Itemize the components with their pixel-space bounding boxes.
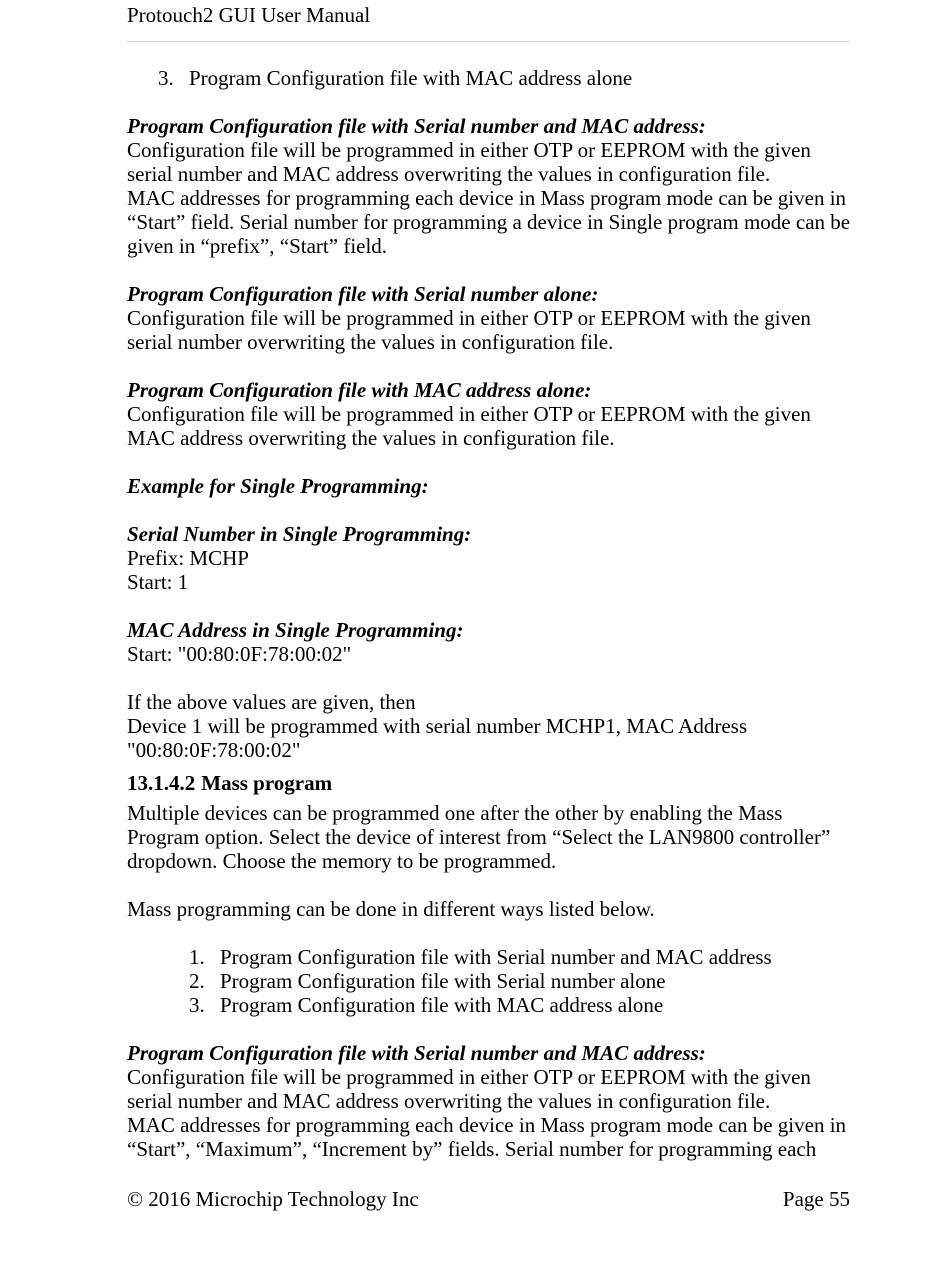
- body-line: Configuration file will be programmed in either OTP or EEPROM with the given: [127, 138, 811, 162]
- subheading-serial-example: Serial Number in Single Programming:: [127, 522, 472, 546]
- paragraph-spacer: [127, 666, 857, 690]
- body-line: MAC addresses for programming each device in Mass program mode can be given in: [127, 1113, 847, 1137]
- body-line: dropdown. Choose the memory to be programmed.: [127, 849, 557, 873]
- body-line: Mass programming can be done in different ways listed below.: [127, 897, 655, 921]
- paragraph-spacer: [127, 594, 857, 618]
- subheading-mac-alone: Program Configuration file with MAC address alone:: [127, 378, 592, 402]
- body-line: Configuration file will be programmed in either OTP or EEPROM with the given: [127, 402, 811, 426]
- subheading-mac-example: MAC Address in Single Programming:: [127, 618, 464, 642]
- body-line: “Start” field. Serial number for programming a device in Single program mode can be: [127, 210, 851, 234]
- paragraph-spacer: [127, 1017, 857, 1041]
- body-line: “Start”, “Maximum”, “Increment by” fields. Serial number for programming each: [127, 1137, 817, 1161]
- body-line: serial number overwriting the values in configuration file.: [127, 330, 614, 354]
- subheading-serial-alone: Program Configuration file with Serial number alone:: [127, 282, 599, 306]
- subheading-serial-mac: Program Configuration file with Serial number and MAC address:: [127, 114, 706, 138]
- paragraph-spacer: [127, 873, 857, 897]
- list-item-text: Program Configuration file with Serial number and MAC address: [220, 945, 772, 969]
- subheading-example-single: Example for Single Programming:: [127, 474, 429, 498]
- body-line: MAC addresses for programming each device in Mass program mode can be given in: [127, 186, 847, 210]
- body-line: serial number and MAC address overwriting the values in configuration file.: [127, 162, 771, 186]
- body-line: Multiple devices can be programmed one after the other by enabling the Mass: [127, 801, 783, 825]
- body-line: given in “prefix”, “Start” field.: [127, 234, 388, 258]
- section-title: Mass program: [201, 771, 333, 795]
- paragraph-spacer: [127, 921, 857, 945]
- list-item: [127, 66, 857, 90]
- section-heading-mass-program: [127, 771, 857, 795]
- running-header-title: Protouch2 GUI User Manual: [127, 3, 371, 27]
- list-item-number: 3.: [158, 66, 174, 90]
- body-line: Configuration file will be programmed in either OTP or EEPROM with the given: [127, 1065, 811, 1089]
- list-item-text: Program Configuration file with MAC address alone: [189, 66, 633, 90]
- list-item-number: 3.: [189, 993, 205, 1017]
- body-line: If the above values are given, then: [127, 690, 416, 714]
- paragraph-spacer: [127, 498, 857, 522]
- list-item-number: 2.: [189, 969, 205, 993]
- list-item: [127, 993, 857, 1017]
- body-line: Configuration file will be programmed in either OTP or EEPROM with the given: [127, 306, 811, 330]
- body-line: Start: 1: [127, 570, 189, 594]
- body-line: Start: "00:80:0F:78:00:02": [127, 642, 352, 666]
- body-line: Device 1 will be programmed with serial number MCHP1, MAC Address: [127, 714, 747, 738]
- paragraph-spacer: [127, 354, 857, 378]
- list-item-text: Program Configuration file with Serial number alone: [220, 969, 666, 993]
- list-item: [127, 945, 857, 969]
- body-line: "00:80:0F:78:00:02": [127, 738, 301, 762]
- header-divider: [127, 41, 850, 42]
- list-item-text: Program Configuration file with MAC address alone: [220, 993, 664, 1017]
- body-line: Prefix: MCHP: [127, 546, 249, 570]
- body-line: Program option. Select the device of interest from “Select the LAN9800 controller”: [127, 825, 831, 849]
- paragraph-spacer: [127, 450, 857, 474]
- body-line: MAC address overwriting the values in configuration file.: [127, 426, 615, 450]
- page-body: [127, 66, 857, 1161]
- subheading-mass-serial-mac: Program Configuration file with Serial number and MAC address:: [127, 1041, 706, 1065]
- list-item-number: 1.: [189, 945, 205, 969]
- footer-copyright: © 2016 Microchip Technology Inc: [127, 1187, 419, 1211]
- list-item: [127, 969, 857, 993]
- footer-page-number: Page 55: [782, 1187, 850, 1211]
- paragraph-spacer: [127, 90, 857, 114]
- section-number: 13.1.4.2: [127, 771, 196, 795]
- paragraph-spacer: [127, 258, 857, 282]
- body-line: serial number and MAC address overwriting the values in configuration file.: [127, 1089, 771, 1113]
